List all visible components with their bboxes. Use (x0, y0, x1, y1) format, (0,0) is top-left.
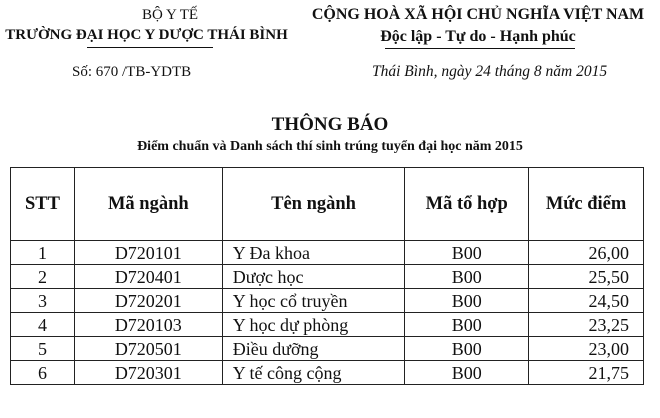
cell-score: 25,50 (529, 265, 644, 289)
motto-underline (385, 48, 575, 49)
notice-title: THÔNG BÁO (271, 114, 389, 135)
header-major-code: Mã ngành (74, 168, 222, 241)
cell-score: 21,75 (529, 361, 644, 385)
cell-combination-code: B00 (405, 337, 529, 361)
school-name: TRƯỜNG ĐẠI HỌC Y DƯỢC THÁI BÌNH (5, 27, 288, 43)
cell-combination-code: B00 (405, 241, 529, 265)
notice-subtitle: Điểm chuẩn và Danh sách thí sinh trúng tuyển đại học năm 2015 (137, 139, 523, 154)
place-date: Thái Bình, ngày 24 tháng 8 năm 2015 (372, 63, 608, 80)
table-row (11, 361, 644, 385)
cell-combination-code: B00 (405, 361, 529, 385)
table-row (11, 337, 644, 361)
cell-major-code: D720103 (74, 313, 222, 337)
header-combination-code: Mã tổ hợp (405, 168, 529, 241)
cell-score: 24,50 (529, 289, 644, 313)
cell-major-code: D720201 (74, 289, 222, 313)
cell-major-name: Y học dự phòng (222, 313, 405, 337)
table-row (11, 289, 644, 313)
cell-stt: 2 (11, 265, 75, 289)
cell-major-code: D720101 (74, 241, 222, 265)
admission-scores-table (10, 167, 644, 385)
republic-title: CỘNG HOÀ XÃ HỘI CHỦ NGHĨA VIỆT NAM (311, 6, 645, 23)
table-row (11, 265, 644, 289)
cell-major-code: D720501 (74, 337, 222, 361)
cell-stt: 1 (11, 241, 75, 265)
cell-combination-code: B00 (405, 289, 529, 313)
cell-score: 23,00 (529, 337, 644, 361)
cell-score: 23,25 (529, 313, 644, 337)
cell-combination-code: B00 (405, 265, 529, 289)
header-score: Mức điểm (529, 168, 644, 241)
table-row (11, 313, 644, 337)
table-row (11, 241, 644, 265)
cell-stt: 6 (11, 361, 75, 385)
cell-major-name: Điều dưỡng (222, 337, 405, 361)
header-stt: STT (11, 168, 75, 241)
cell-major-name: Y học cổ truyền (222, 289, 405, 313)
national-motto: Độc lập - Tự do - Hạnh phúc (380, 28, 576, 45)
school-underline (87, 47, 213, 48)
table-header-row (11, 168, 644, 241)
header-major-name: Tên ngành (222, 168, 405, 241)
cell-combination-code: B00 (405, 313, 529, 337)
cell-score: 26,00 (529, 241, 644, 265)
cell-major-code: D720301 (74, 361, 222, 385)
ministry-name: BỘ Y TẾ (141, 7, 199, 23)
cell-major-name: Dược học (222, 265, 405, 289)
cell-stt: 5 (11, 337, 75, 361)
cell-stt: 3 (11, 289, 75, 313)
cell-major-name: Y tế công cộng (222, 361, 405, 385)
cell-stt: 4 (11, 313, 75, 337)
cell-major-name: Y Đa khoa (222, 241, 405, 265)
document-number: Số: 670 /TB-YDTB (72, 64, 192, 80)
cell-major-code: D720401 (74, 265, 222, 289)
